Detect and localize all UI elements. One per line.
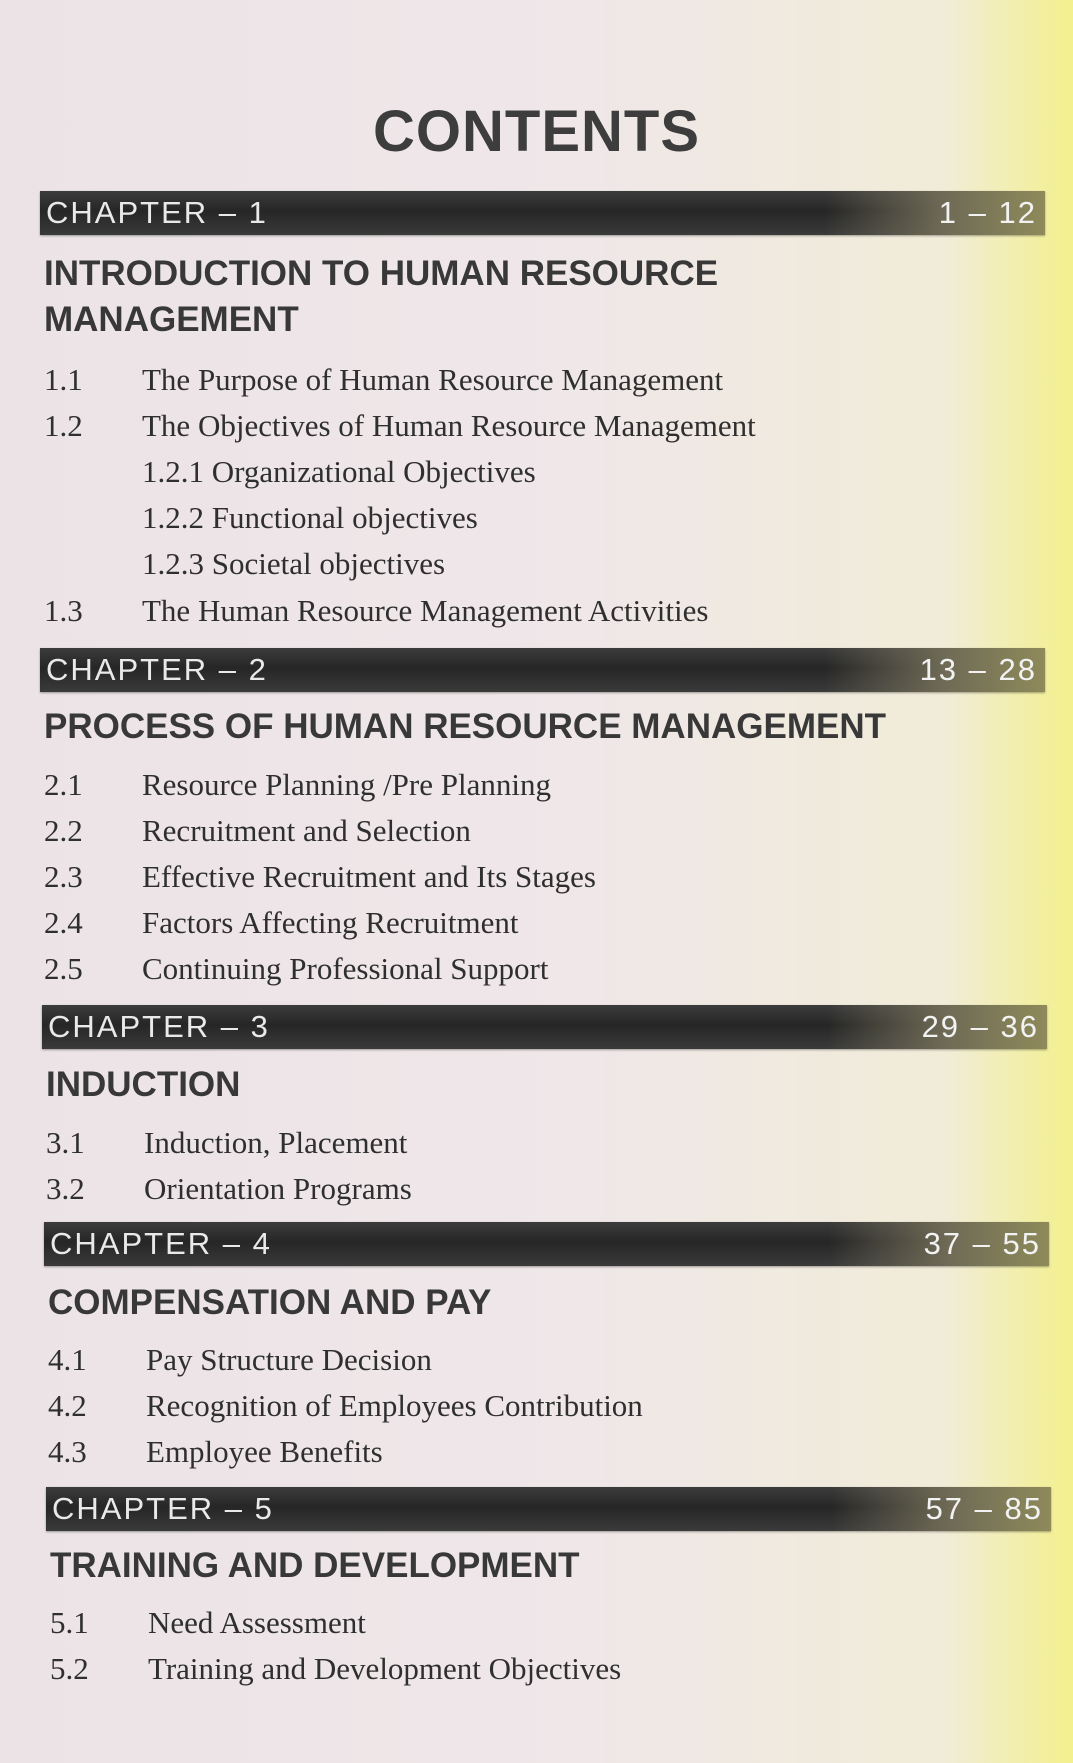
chapter-4-bar xyxy=(44,1222,1049,1266)
entry-number: 1.2 xyxy=(44,408,83,443)
entry-number: 5.2 xyxy=(50,1651,89,1686)
entry-text: Effective Recruitment and Its Stages xyxy=(142,859,596,894)
chapter-3-heading xyxy=(46,1062,240,1108)
entry-text: Recruitment and Selection xyxy=(142,813,471,848)
chapter-5-bar xyxy=(46,1487,1051,1531)
chapter-1-pages: 1 – 12 xyxy=(938,195,1037,230)
entry-text: Resource Planning /Pre Planning xyxy=(142,767,551,802)
entry-number: 2.1 xyxy=(44,767,83,802)
entry-text: Continuing Professional Support xyxy=(142,951,549,986)
chapter-5-label: CHAPTER – 5 xyxy=(52,1491,274,1526)
entry-number: 2.3 xyxy=(44,859,83,894)
page-title: CONTENTS xyxy=(373,99,700,164)
chapter-5-pages: 57 – 85 xyxy=(925,1491,1043,1526)
entry-text: The Objectives of Human Resource Management xyxy=(142,408,756,443)
toc-subentry-1-2-1: 1.2.1 Organizational Objectives xyxy=(142,454,536,489)
chapter-1-label: CHAPTER – 1 xyxy=(46,195,268,230)
chapter-1-bar xyxy=(40,191,1045,235)
chapter-2-label: CHAPTER – 2 xyxy=(46,652,268,687)
chapter-2-pages: 13 – 28 xyxy=(919,652,1037,687)
entry-number: 1.3 xyxy=(44,593,83,628)
chapter-5-heading-line-1: TRAINING AND DEVELOPMENT xyxy=(50,1546,580,1585)
entry-text: Factors Affecting Recruitment xyxy=(142,905,519,940)
chapter-1-heading xyxy=(44,251,718,343)
chapter-2-heading-line-1: PROCESS OF HUMAN RESOURCE MANAGEMENT xyxy=(44,707,886,746)
toc-subentry-1-2-2: 1.2.2 Functional objectives xyxy=(142,500,478,535)
chapter-2-bar xyxy=(40,648,1045,692)
entry-text: Employee Benefits xyxy=(146,1434,383,1469)
entry-text: Training and Development Objectives xyxy=(148,1651,622,1686)
entry-text: The Human Resource Management Activities xyxy=(142,593,709,628)
chapter-4-label: CHAPTER – 4 xyxy=(50,1226,272,1261)
chapter-1-heading-line-2: MANAGEMENT xyxy=(44,300,299,339)
chapter-4-heading-line-1: COMPENSATION AND PAY xyxy=(48,1283,492,1322)
entry-text: Orientation Programs xyxy=(144,1171,412,1206)
entry-number: 3.2 xyxy=(46,1171,85,1206)
entry-text: The Purpose of Human Resource Management xyxy=(142,362,724,397)
entry-text: Pay Structure Decision xyxy=(146,1342,432,1377)
chapter-2-heading xyxy=(44,704,886,750)
chapter-1-heading-line-1: INTRODUCTION TO HUMAN RESOURCE xyxy=(44,254,719,293)
entry-number: 4.3 xyxy=(48,1434,87,1469)
entry-number: 4.1 xyxy=(48,1342,87,1377)
chapter-3-label: CHAPTER – 3 xyxy=(48,1009,270,1044)
entry-text: Recognition of Employees Contribution xyxy=(146,1388,643,1423)
entry-text: Need Assessment xyxy=(148,1605,366,1640)
chapter-4-heading xyxy=(48,1280,491,1326)
chapter-5-heading xyxy=(50,1543,580,1589)
entry-number: 5.1 xyxy=(50,1605,89,1640)
entry-number: 2.2 xyxy=(44,813,83,848)
entry-number: 2.5 xyxy=(44,951,83,986)
entry-text: Induction, Placement xyxy=(144,1125,408,1160)
chapter-3-bar xyxy=(42,1005,1047,1049)
toc-subentry-1-2-3: 1.2.3 Societal objectives xyxy=(142,546,446,581)
chapter-3-heading-line-1: INDUCTION xyxy=(46,1065,241,1104)
chapter-3-pages: 29 – 36 xyxy=(921,1009,1039,1044)
entry-number: 4.2 xyxy=(48,1388,87,1423)
entry-number: 2.4 xyxy=(44,905,83,940)
entry-number: 3.1 xyxy=(46,1125,85,1160)
entry-number: 1.1 xyxy=(44,362,83,397)
chapter-4-pages: 37 – 55 xyxy=(923,1226,1041,1261)
